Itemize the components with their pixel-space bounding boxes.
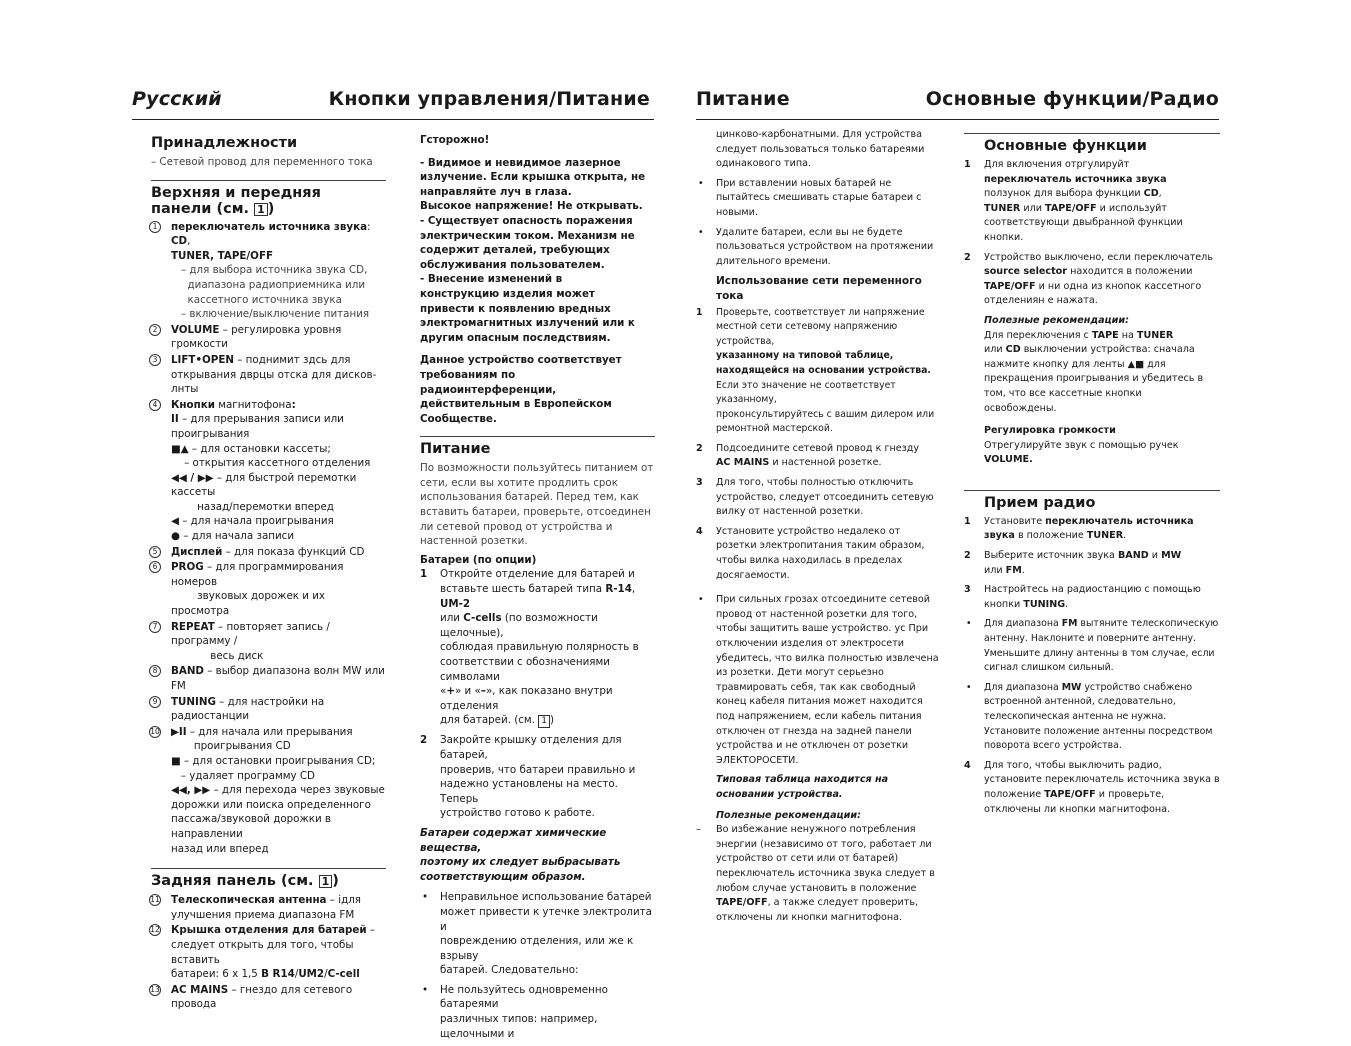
item-line: PROG – для программирования номеров: [171, 561, 344, 588]
power-bullet-1: [696, 177, 951, 221]
text-line: Для того, чтобы полностью отключить: [716, 477, 914, 489]
text-line: Не пользуйтесь одновременно батареями: [440, 983, 608, 1011]
item-row: ● – для начала записи: [171, 530, 295, 543]
item-line: весь диск: [171, 649, 264, 662]
item-number: 4: [149, 399, 161, 411]
step-number: 1: [696, 306, 703, 318]
top-front-title-line1: Верхняя и передняя: [151, 184, 321, 201]
item-number: 2: [149, 324, 161, 336]
control-item: [151, 353, 386, 397]
intro-line: сети, если вы хотите продлить срок: [420, 476, 618, 489]
item-number: 13: [150, 984, 160, 994]
ac-step-4: [696, 525, 951, 583]
text-line: переключатель источника звука: [984, 173, 1167, 185]
text-line: source selector находится в положении: [984, 266, 1193, 278]
text-line: том, что все кассетные кнопки: [984, 387, 1142, 399]
text-line: Батареи содержат химические вещества,: [420, 826, 607, 854]
eu-line: радиоинтерференции,: [420, 383, 557, 396]
batteries-title: Батареи (по опции): [420, 553, 537, 566]
basic-functions-title: Основные функции: [984, 138, 1147, 154]
text-line: вилку от настенной розетки.: [716, 506, 864, 518]
text-line: пытайтесь смешивать старые батареи с: [716, 192, 922, 204]
text-line: повреждению отделения, или же к взрыву: [440, 935, 634, 962]
tips-title: Полезные рекомендации:: [716, 809, 861, 821]
item-number: 10: [150, 726, 160, 736]
text-line: TUNER или TAPE/OFF и используйт: [984, 202, 1167, 214]
right-page-title-left: Питание: [696, 88, 790, 110]
text-line: Установите положение антенны посредством: [984, 725, 1213, 737]
text-line: Для диапазона FM вытяните телескопическую: [984, 618, 1219, 630]
item-row: ◀◀ / ▶▶ – для быстрой перемотки кассеты: [171, 471, 357, 499]
item-subline: кассетного источника звука: [181, 293, 342, 306]
item-row: пассажа/звуковой дорожки в направлении: [171, 813, 332, 840]
control-item: [151, 664, 386, 693]
item-line: ▶II – для начала или прерывания: [171, 725, 353, 738]
title-close: ): [332, 873, 339, 890]
text-line: Установите устройство недалеко от: [716, 525, 901, 537]
item-line: TUNING – для настройки на радиостанции: [171, 695, 325, 723]
text-line: ЭЛЕКТОРОСЕТИ.: [716, 754, 799, 766]
item-row: – открытия кассетного отделения: [171, 457, 371, 470]
battery-bullet-1: [420, 890, 655, 978]
right-page-header: [696, 90, 1219, 120]
battery-step-1: [420, 567, 655, 728]
item-row: ■ – для остановки проигрывания CD;: [171, 754, 376, 767]
caution-line: привести к появлению вредных: [420, 302, 611, 315]
control-item: [151, 220, 386, 322]
control-item: [151, 620, 386, 664]
text-line: ползунок для выбора функции CD,: [984, 188, 1162, 200]
text-line: При сильных грозах отсоедините сетевой: [716, 594, 931, 606]
top-front-title-line2: панели (см.: [151, 200, 255, 217]
item-row: назад или вперед: [171, 842, 269, 855]
language-label: Русский: [132, 88, 222, 110]
bullet: •: [966, 618, 972, 630]
item-number: 1: [149, 221, 161, 233]
text-line: Установите переключатель источника: [984, 515, 1194, 527]
power-bullet-2: [696, 226, 951, 270]
text-line: кнопки.: [984, 231, 1024, 243]
text-line: Для диапазона MW устройство снабжено: [984, 681, 1193, 693]
basic-functions-section: [964, 133, 1220, 468]
text-line: При вставлении новых батарей не: [716, 177, 892, 189]
item-line: следует открыть для того, чтобы вставить: [171, 938, 354, 966]
text-line: устройство от сети или от батарей): [716, 853, 899, 865]
intro-line: По возможности пользуйтесь питанием от: [420, 462, 654, 475]
caution-line: конструкцию изделия может: [420, 287, 595, 300]
step-number: 4: [964, 759, 971, 771]
caution-line: направляйте луч в глаза.: [420, 185, 572, 198]
item-row: ◀◀, ▶▶ – для перехода через звуковые: [171, 784, 385, 797]
radio-title: Прием радио: [984, 494, 1096, 511]
radio-bullet-fm: [964, 617, 1220, 675]
step-number: 4: [696, 525, 703, 537]
caution-line: излучение. Если крышка открыта, не: [420, 171, 646, 184]
item-line: батареи: 6 x 1,5 B R14/UM2/C-cell: [171, 968, 360, 981]
radio-step-4: [964, 759, 1220, 817]
text-line: Устройство выключено, если переключатель: [984, 251, 1213, 263]
eu-line: Данное устройство соответствует: [420, 354, 622, 367]
control-item: [151, 983, 386, 1012]
item-line: REPEAT – повторяет запись / программу /: [171, 620, 330, 648]
step-number: 1: [964, 159, 971, 170]
control-item: [151, 695, 386, 724]
item-line: Дисплей – для показа функций CD: [171, 545, 365, 558]
right-page-title-right: Основные функции/Радио: [925, 88, 1219, 110]
radio-bullet-mw: [964, 681, 1220, 754]
caution-line: другим опасным последствиям.: [420, 331, 611, 344]
tips-item: [696, 823, 951, 925]
step-number: 2: [964, 251, 971, 263]
text-line: или FM.: [984, 564, 1025, 576]
text-line: Во избежание ненужного потребления: [716, 824, 916, 836]
item-row: – удаляет программу CD: [171, 769, 315, 782]
top-front-title: [151, 185, 386, 217]
item-row: ◀ – для начала проигрывания: [171, 515, 334, 528]
text-line: батарей. Следовательно:: [440, 964, 579, 977]
item-line: открывания дврцы отска для дисков-лнты: [171, 368, 377, 396]
item-line: VOLUME – регулировка уровня громкости: [171, 323, 342, 351]
text-line: проверив, что батареи правильно и: [440, 763, 636, 776]
power-title: Питание: [420, 441, 491, 458]
item-row: дорожки или поиска определенного: [171, 798, 371, 811]
right-column-1: [696, 128, 951, 930]
text-line: соответствующи двыбранной функции: [984, 217, 1183, 229]
text-line: конец кабеля питания может находится: [716, 696, 923, 708]
text-line: нажмите кнопку для ленты ▲■ для: [984, 358, 1166, 370]
intro-line: использования батарей. Перед тем, как: [420, 491, 639, 504]
text-line: сигнал слишком сильный.: [984, 662, 1114, 674]
item-row: ■▲ – для остановки кассеты;: [171, 442, 331, 455]
text-line: розетки электропитания таким образом,: [716, 540, 925, 552]
text-line: AC MAINS и настенной розетке.: [716, 457, 882, 469]
eu-compliance-text: [420, 353, 655, 426]
text-line: Откройте отделение для батарей и: [440, 568, 635, 581]
intro-line: настенной розетки.: [420, 535, 528, 548]
title-close: ): [267, 200, 275, 217]
storm-bullet: [696, 593, 951, 768]
left-page-header: [132, 90, 654, 120]
step-number: 1: [420, 568, 428, 581]
text-line: провод от настенной розетки для того,: [716, 608, 918, 620]
text-line: указанному на типовой таблице,: [716, 350, 894, 362]
basic-tips-title: Полезные рекомендации:: [984, 314, 1129, 326]
text-line: различных типов: например, щелочными и: [440, 1013, 598, 1040]
accessories-section: [151, 135, 386, 170]
text-line: встроенной антенной, следовательно,: [984, 696, 1176, 708]
item-line: BAND – выбор диапазона волн MW или FM: [171, 665, 385, 692]
item-number: 8: [149, 665, 161, 677]
item-row: II – для прерывания записи или проигрывания: [171, 413, 344, 440]
item-subline: – включение/выключение питания: [181, 308, 370, 321]
text-line: находящейся на основании устройства.: [716, 364, 931, 376]
text-line: отключен от гнезда на задней панели: [716, 725, 912, 737]
text-line: Уменьшите длину антенны в том случае, если: [984, 647, 1215, 659]
bullet: •: [698, 594, 704, 606]
ac-step-1: [696, 306, 951, 437]
text-line: следует пользоваться только батареями: [716, 143, 925, 155]
item-number: 12: [150, 925, 160, 935]
left-column-1: [151, 135, 386, 1013]
power-intro: [420, 461, 655, 549]
text-line: чтобы вилка находилась в пределах: [716, 555, 903, 567]
item-line: LIFT•OPEN – поднимит здсь для: [171, 353, 351, 366]
item-number: 9: [149, 696, 161, 708]
figure-ref: 1: [319, 875, 333, 888]
text-line: ремонтной мастерской.: [716, 423, 833, 435]
caution-line: электрическим током. Механизм не: [420, 229, 635, 242]
text-line: Если это значение не соответствует указанному,: [716, 379, 896, 406]
text-line: Проверьте, соответствует ли напряжение: [716, 306, 925, 318]
bullet: •: [966, 681, 972, 693]
text-line: одинакового типа.: [716, 158, 812, 170]
text-line: устройство готово к работе.: [440, 807, 595, 820]
text-line: кнопки TUNING.: [984, 598, 1069, 610]
control-item: [151, 725, 386, 856]
caution-line: Высокое напряжение! Не открывать.: [420, 200, 643, 213]
caution-line: электромагнитных излучений или к: [420, 317, 635, 330]
power-section: [420, 436, 655, 1041]
text-line: может привести к утечке электролита и: [440, 905, 652, 933]
left-column-2: [420, 133, 655, 1046]
eu-line: Сообществе.: [420, 412, 497, 425]
top-front-section: [151, 180, 386, 857]
rating-plate-note: [696, 773, 951, 802]
item-number: 6: [149, 561, 161, 573]
control-item: [151, 893, 386, 922]
step-number: 1: [964, 515, 971, 527]
text-line: местной сети сетевому напряжению устройства,: [716, 321, 898, 347]
rear-title: [151, 873, 386, 890]
text-line: освобождены.: [984, 402, 1057, 414]
volume-title: Регулировка громкости: [984, 425, 1116, 437]
accessories-text: – Сетевой провод для переменного тока: [151, 156, 373, 168]
dash: –: [696, 824, 701, 836]
text-line: TAPE/OFF, а также следует проверить,: [716, 897, 919, 909]
battery-bullet-2: [420, 983, 655, 1041]
accessories-title: Принадлежности: [151, 135, 298, 151]
basic-step-1: [964, 158, 1220, 246]
volume-text: [964, 439, 1220, 468]
item-line: звуковых дорожек и их просмотра: [171, 590, 326, 618]
caution-line: - Видимое и невидимое лазерное: [420, 156, 621, 169]
ac-step-3: [696, 476, 951, 520]
caution-line: - Внесение изменений в: [420, 273, 563, 286]
item-number: 3: [149, 354, 161, 366]
figure-ref: 1: [254, 203, 268, 216]
power-continued: [696, 128, 951, 172]
caution-title: Гсторожно!: [420, 134, 490, 146]
rear-section: [151, 868, 386, 1012]
text-line: Для того, чтобы выключить радио,: [984, 759, 1162, 771]
text-line: пользоваться устройством на протяжении: [716, 241, 934, 253]
text-line: досягаемости.: [716, 569, 790, 581]
text-line: новыми.: [716, 206, 758, 218]
text-line: положение TAPE/OFF и проверьте,: [984, 788, 1165, 800]
bullet: •: [422, 983, 429, 996]
text-line: Типовая таблица находится на: [716, 774, 889, 786]
text-line: устройства и не отключен от розетки: [716, 740, 909, 752]
text-line: убедитесь, что вилка полностью извлечена: [716, 652, 939, 664]
text-line: травмировать себя, так как свободный: [716, 681, 916, 693]
basic-tips-text: [964, 329, 1220, 417]
item-line: улучшения приема диапазона FM: [171, 908, 355, 921]
item-line: Телескопическая антенна – ідля: [171, 894, 361, 907]
text-line: проконсультируйтесь с вашим дилером или: [716, 408, 935, 420]
radio-step-1: [964, 515, 1220, 544]
text-line: телескопическая антенна не нужна.: [984, 711, 1167, 722]
text-line: отключены ли кнопки магнитофона.: [716, 911, 903, 923]
item-row: назад/перемотки вперед: [171, 500, 334, 513]
text-line: надежно установлены на место. Теперь: [440, 778, 618, 805]
text-line: длительного времени.: [716, 255, 831, 267]
text-line: отделениян е нажата.: [984, 295, 1098, 307]
text-line: поворота всего устройства.: [984, 740, 1122, 752]
text-line: прекращения проигрывания и убедитесь в: [984, 373, 1204, 385]
text-line: поэтому их следует выбрасывать: [420, 856, 621, 869]
text-line: соблюдая правильную полярность в: [440, 641, 639, 654]
bullet: •: [698, 177, 704, 189]
text-line: Настройтесь на радиостанцию с помощью: [984, 584, 1201, 596]
battery-disposal-note: [420, 826, 655, 884]
text-line: из розетки. Дети могут серьезно: [716, 667, 884, 679]
basic-step-2: [964, 251, 1220, 309]
step-number: 2: [420, 734, 428, 747]
text-line: вставьте шесть батарей типа R-14, UM-2: [440, 583, 636, 610]
intro-line: вставить батареи, проверьте, отсоединен: [420, 506, 651, 519]
text-line: энергии (независимо от того, работает ли: [716, 838, 932, 850]
control-item: [151, 923, 386, 981]
item-line: переключатель источника звука: CD,: [171, 220, 371, 248]
item-line: проигрывания CD: [171, 740, 291, 753]
text-line: под напряжением, если кабель питания: [716, 710, 922, 722]
text-line: VOLUME.: [984, 454, 1033, 466]
item-subline: диапазона радиоприемника или: [181, 278, 366, 291]
item-line: AC MAINS – гнездо для сетевого провода: [171, 983, 353, 1011]
text-line: соответствующим образом.: [420, 870, 586, 883]
text-line: звука в положение TUNER.: [984, 530, 1127, 542]
left-page-title: Кнопки управления/Питание: [328, 88, 650, 110]
text-line: Для переключения с TAPE на TUNER: [984, 329, 1174, 341]
text-line: любом случае установить в положение: [716, 882, 917, 894]
text-line: устройство, следует отсоединить сетевую: [716, 491, 934, 503]
text-line: основании устройства.: [716, 788, 843, 800]
control-item: [151, 323, 386, 352]
text-line: переключатель источника звука следует в: [716, 867, 935, 879]
caution-text: [420, 156, 655, 346]
text-line: антенну. Наклоните и поверните антенну.: [984, 633, 1196, 645]
eu-line: действительным в Европейском: [420, 398, 612, 411]
caution-line: - Существует опасность поражения: [420, 214, 633, 227]
step-number: 2: [964, 550, 971, 562]
item-line: TUNER, TAPE/OFF: [171, 249, 274, 262]
radio-step-3: [964, 583, 1220, 612]
control-item: [151, 545, 386, 560]
text-line: Удалите батареи, если вы не будете: [716, 226, 903, 238]
ac-power-title: Использование сети переменного тока: [716, 275, 922, 302]
step-number: 3: [964, 584, 971, 596]
right-column-2: [964, 133, 1220, 822]
text-line: Неправильное использование батарей: [440, 891, 652, 904]
eu-line: требованиям по: [420, 368, 516, 381]
radio-step-2: [964, 549, 1220, 578]
rear-list: [151, 893, 386, 1012]
text-line: Выберите источник звука BAND и MW: [984, 550, 1182, 562]
step-number: 3: [696, 477, 703, 489]
item-number: 5: [149, 546, 161, 558]
step-number: 2: [696, 442, 703, 454]
item-number: 7: [149, 621, 161, 633]
text-line: или CD выключении устройства: сначала: [984, 344, 1195, 356]
text-line: для батарей. (см. 1 ): [440, 714, 555, 727]
caution-line: обслуживания пользователем.: [420, 258, 605, 271]
controls-list: [151, 220, 386, 857]
item-line: Крышка отделения для батарей –: [171, 924, 376, 937]
ac-step-2: [696, 442, 951, 471]
battery-step-2: [420, 733, 655, 821]
item-subline: – для выбора источника звука CD,: [181, 264, 368, 277]
caution-line: содержит деталей, требующих: [420, 244, 610, 257]
text-line: отключены ли кнопки магнитофона.: [984, 803, 1171, 815]
text-line: TAPE/OFF и ни одна из кнопок кассетного: [984, 280, 1202, 292]
text-line: цинково-карбонатными. Для устройства: [716, 129, 922, 140]
text-line: Закройте крышку отделения для батарей,: [440, 734, 622, 761]
bullet: •: [422, 891, 429, 904]
text-line: установите переключатель источника звука в: [984, 774, 1220, 786]
bullet: •: [698, 226, 704, 238]
text-line: Подсоедините сетевой провод к гнезду: [716, 442, 920, 454]
text-line: или C-cells (по возможности щелочные),: [440, 612, 598, 639]
text-line: отключении изделия от электросети: [716, 638, 905, 649]
item-number: 11: [150, 895, 160, 905]
item-line: Кнопки магнитофона:: [171, 398, 296, 411]
text-line: «+» и «–», как показано внутри отделения: [440, 685, 613, 712]
text-line: соответствии с обозначениями символами: [440, 656, 610, 683]
control-item: [151, 560, 386, 618]
text-line: Для включения отргулируйт: [984, 159, 1130, 170]
radio-section: [964, 490, 1220, 817]
text-line: чтобы защитить ваше устройство. ус При: [716, 623, 929, 635]
text-line: Отрегулируйте звук с помощью ручек: [984, 439, 1179, 451]
control-item: [151, 398, 386, 544]
intro-line: ли сетевой провод от устройства и: [420, 520, 613, 533]
rear-title-text: Задняя панель (см.: [151, 873, 319, 890]
